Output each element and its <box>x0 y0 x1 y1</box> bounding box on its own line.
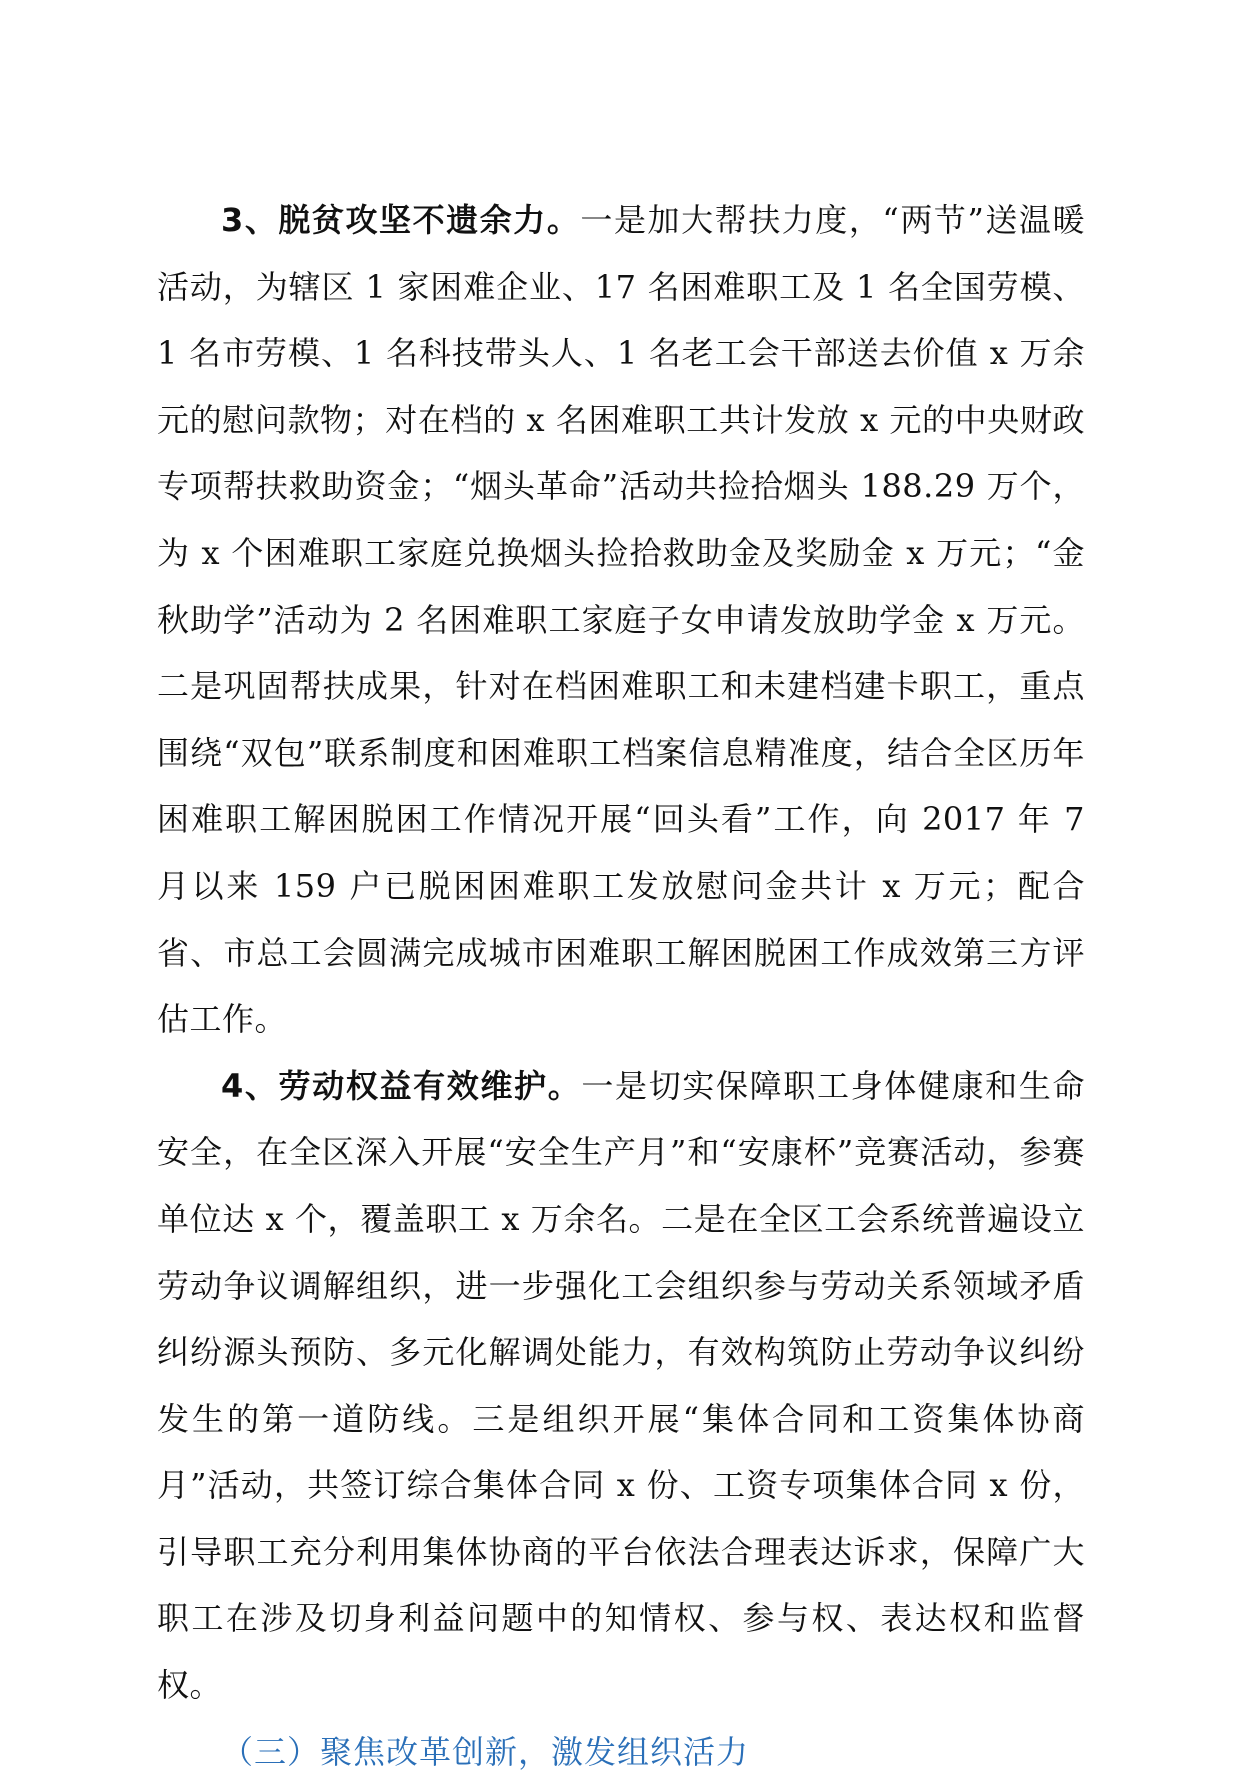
paragraph-text: 一是切实保障职工身体健康和生命安全，在全区深入开展“安全生产月”和“安康杯”竞赛活动，参赛单位达 x 个，覆盖职工 x 万余名。二是在全区工会系统普遍设立劳动争议调解组织，进一步强化工会组织参与劳动关系领域矛盾纠纷源头预防、多元化解调处能力，有效构筑防止劳动争议纠纷发生的第一道防线。三是组织开展“集体合同和工资集体协商月”活动，共签订综合集体合同 x 份、工资专项集体合同 x 份，引导职工充分利用集体协商的平台依法合理表达诉求，保障广大职工在涉及切身利益问题中的知情权、参与权、表达权和监督权。 <box>157 1066 1085 1705</box>
paragraph-lead-title: 4、劳动权益有效维护。 <box>221 1066 582 1105</box>
paragraph-lead-title: 3、脱贫攻坚不遗余力。 <box>221 201 581 239</box>
paragraph-labor-rights <box>157 1053 1085 1719</box>
paragraph-text: 一是加大帮扶力度，“两节”送温暖活动，为辖区 1 家困难企业、17 名困难职工及 1 名全国劳模、1 名市劳模、1 名科技带头人、1 名老工会干部送去价值 x 万余元的慰问款物；对在档的 x 名困难职工共计发放 x 元的中央财政专项帮扶救助资金；“烟头革命”活动共捡拾烟头 188.29 万个，为 x 个困难职工家庭兑换烟头捡拾救助金及奖励金 x 万元；“金秋助学”活动为 2 名困难职工家庭子女申请发放助学金 x 万元。二是巩固帮扶成果，针对在档困难职工和未建档建卡职工，重点围绕“双包”联系制度和困难职工档案信息精准度，结合全区历年困难职工解困脱困工作情况开展“回头看”工作，向 2017 年 7 月以来 159 户已脱困困难职工发放慰问金共计 x 万元；配合省、市总工会圆满完成城市困难职工解困脱困工作成效第三方评估工作。 <box>157 201 1085 1039</box>
paragraph-poverty-alleviation <box>157 187 1085 1053</box>
section-heading: （三）聚焦改革创新，激发组织活力 <box>221 1732 750 1771</box>
document-body <box>157 187 1085 1785</box>
